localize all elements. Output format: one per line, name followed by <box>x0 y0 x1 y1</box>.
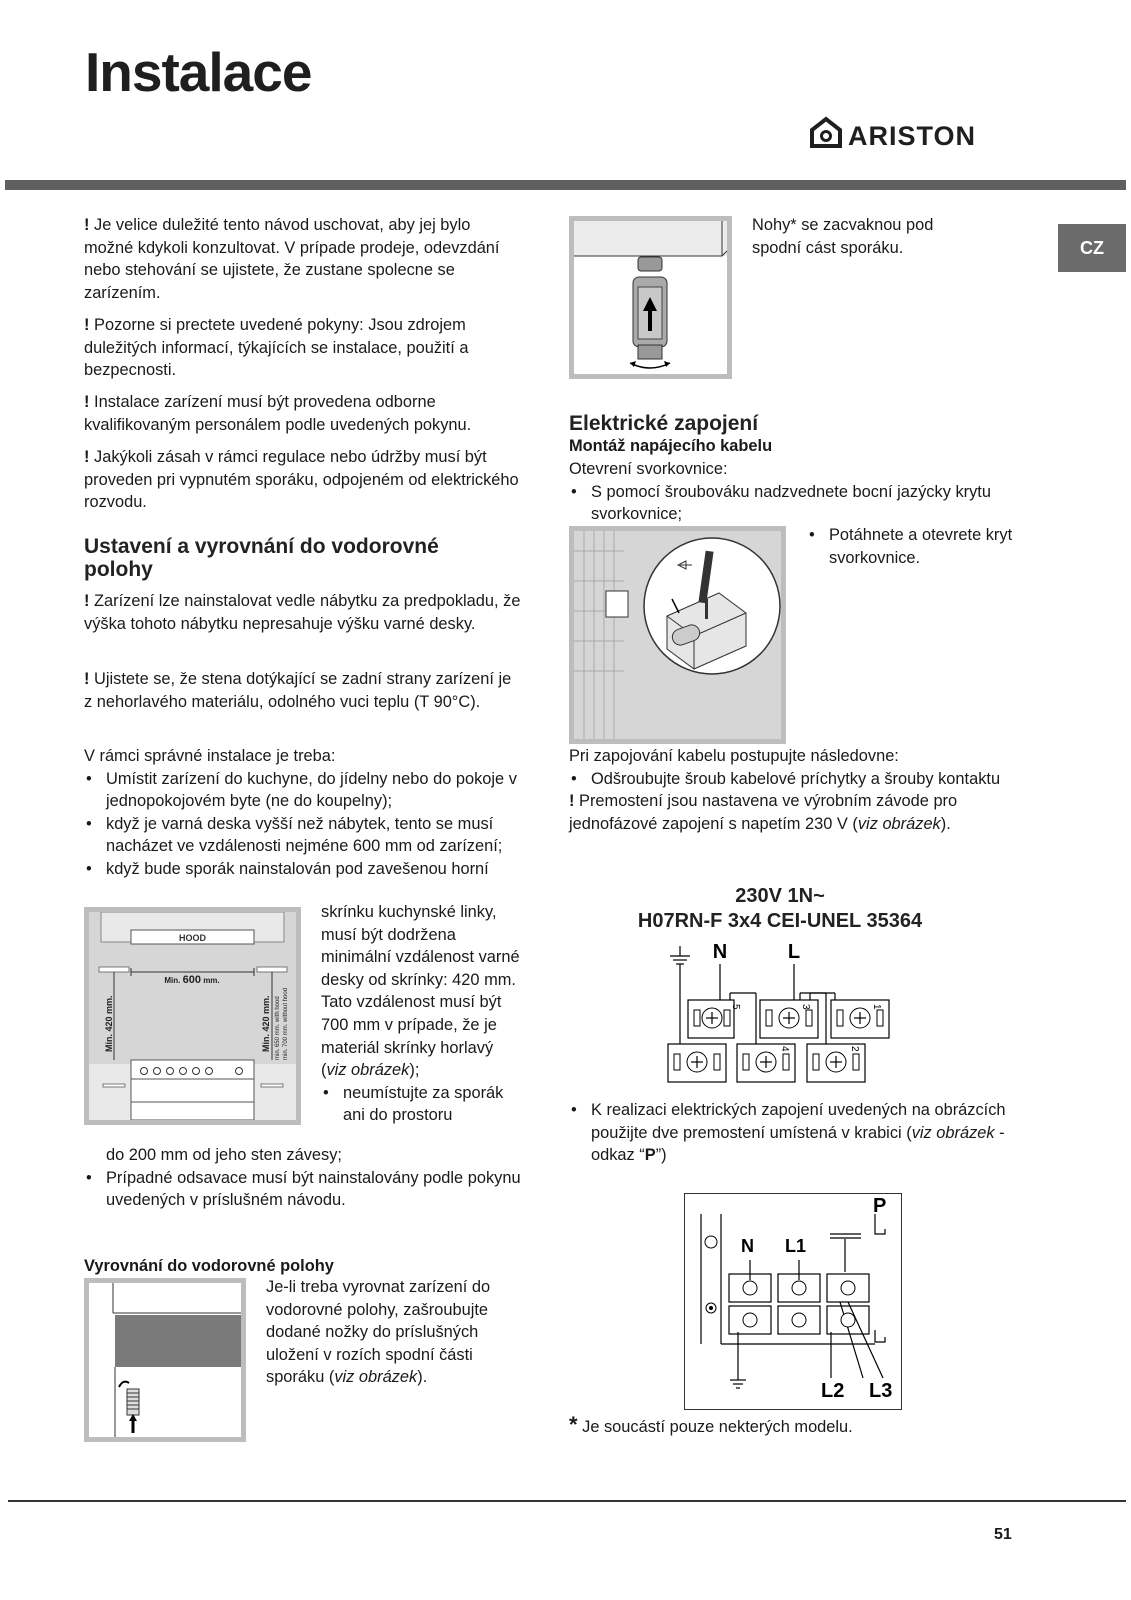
list-item: • Potáhnete a otevrete kryt svorkovnice. <box>807 524 1017 569</box>
min-420-left: Min. 420 mm. <box>104 995 114 1052</box>
three-phase-wiring-diagram <box>684 1193 902 1410</box>
hood-clearance-figure <box>84 907 301 1125</box>
terminal-L-label: L <box>787 941 801 963</box>
list-item: • Odšroubujte šroub kabelové príchytky a šrouby kontaktu <box>569 768 1014 791</box>
cable-voltage: 230V 1N~ <box>735 885 825 907</box>
bridge-P-label: P <box>873 1195 887 1217</box>
terminal-N2-label: N <box>741 1236 754 1256</box>
svg-text:3: 3 <box>800 1004 811 1010</box>
list-item: • S pomocí šroubováku nadzvednete bocní jazýcky krytu svorkovnice; <box>569 481 1009 526</box>
bridges-text <box>569 1099 1009 1167</box>
cover-open-text <box>807 524 1017 569</box>
paragraph-qualified-installation: ! Instalace zarízení musí být provedena odborne kvalifikovaným personálem podle uvedených pokynu. <box>84 393 472 434</box>
hood-label: HOOD <box>179 933 206 943</box>
terminal-L3-label: L3 <box>869 1380 893 1402</box>
single-phase-wiring-diagram <box>660 938 900 1088</box>
paragraph-maintenance: ! Jakýkoli zásah v rámci regulace nebo údržby musí být proveden pri vypnutém sporáku, odpojeném od elektrického rozvodu. <box>84 448 519 512</box>
language-tab: CZ <box>1058 224 1126 272</box>
paragraph-keep-manual: ! Je velice duležité tento návod uschovat, aby jej bylo možné kdykoli konzultovat. V prípade prodeje, odevzdání nebo stehování se ujistete, že zustane spolecne se zarízením. <box>84 216 500 302</box>
heading-elektricke: Elektrické zapojení <box>569 412 759 435</box>
hood-distance-text: skrínku kuchynské linky, musí být dodržena minimální vzdálenost varné desky od skrínky: 420 mm. Tato vzdálenost musí být 700 mm v prípade, že je materiál skrínky horlavý (viz obrázek); • neumístujte za sporák ani do prostoru <box>321 901 521 1127</box>
list-item: • Prípadné odsavace musí být nainstalovány podle pokynu uvedených v príslušném návodu. <box>84 1167 529 1212</box>
min-700-label: min. 700 mm. without hood <box>283 987 289 1060</box>
installation-list <box>84 745 529 881</box>
feet-text: Nohy* se zacvaknou pod spodní cást sporáku. <box>752 216 934 257</box>
list-item: • když bude sporák nainstalován pod zavešenou horní <box>84 858 529 881</box>
cable-type: H07RN-F 3x4 CEI-UNEL 35364 <box>637 910 923 932</box>
list-intro: V rámci správné instalace je treba: <box>84 747 336 765</box>
heading-montaz: Montáž napájecího kabelu <box>569 437 773 455</box>
opening-steps: Otevrení svorkovnice: • S pomocí šroubováku nadzvednete bocní jazýcky krytu svorkovnice; <box>569 458 1009 526</box>
heading-vyrovnani: Vyrovnání do vodorovné polohy <box>84 1257 334 1275</box>
page-title: Instalace <box>85 41 312 103</box>
svg-text:5: 5 <box>730 1004 741 1010</box>
terminal-L2-label: L2 <box>821 1380 845 1402</box>
page-number: 51 <box>994 1526 1012 1543</box>
terminal-L1-label: L1 <box>785 1236 807 1256</box>
list-item: • Umístit zarízení do kuchyne, do jídelny nebo do pokoje v jednopokojovém byte (ne do koupelny); <box>84 768 529 813</box>
levelling-text: Je-li treba vyrovnat zarízení do vodorovné polohy, zašroubujte dodané nožky do príslušných uložení v rozích spodní části sporáku (viz obrázek). <box>266 1278 491 1387</box>
list-item: • neumístujte za sporák ani do prostoru <box>321 1082 521 1127</box>
terminal-cover-figure <box>569 526 786 744</box>
svg-text:2: 2 <box>849 1046 860 1052</box>
footer-divider <box>8 1500 1126 1502</box>
ariston-logo <box>808 116 1028 156</box>
svg-text:Min. 600 mm.: Min. 600 mm. <box>164 974 220 986</box>
installation-list-end: do 200 mm od jeho sten závesy; • Prípadné odsavace musí být nainstalovány podle pokynu uvedených v príslušném návodu. <box>84 1144 529 1212</box>
svg-text:1: 1 <box>871 1004 882 1010</box>
brand-name: ARISTON <box>848 121 977 151</box>
heading-ustaveni: Ustavení a vyrovnání do vodorovné polohy <box>84 535 439 581</box>
svg-text:4: 4 <box>779 1046 790 1052</box>
wiring-steps: Pri zapojování kabelu postupujte následovne: • Odšroubujte šroub kabelové príchytky a šrouby kontaktu ! Premostení jsou nastavena ve výrobním závode pro jednofázové zapojení s napetím 230 V (viz obrázek). <box>569 745 1014 835</box>
min-420-right: Min. 420 mm. <box>261 995 271 1052</box>
header-divider <box>5 180 1126 190</box>
feet-clip-figure <box>569 216 732 379</box>
paragraph-read-instructions: ! Pozorne si prectete uvedené pokyny: Jsou zdrojem duležitých informací, týkajících se instalace, použití a bezpecnosti. <box>84 316 469 380</box>
footnote: * Je soucástí pouze nekterých modelu. <box>569 1412 853 1437</box>
levelling-foot-figure <box>84 1278 246 1442</box>
min-650-label: min. 650 mm. with hood <box>275 996 281 1060</box>
list-item: • když je varná deska vyšší než nábytek, tento se musí nacházet ve vzdálenosti nejméne 600 mm od zarízení; <box>84 813 529 858</box>
terminal-N-label: N <box>712 941 728 963</box>
list-item: • K realizaci elektrických zapojení uvedených na obrázcích použijte dve premostení umístená v krabici (viz obrázek - odkaz “P”) <box>569 1099 1009 1167</box>
paragraph-furniture: ! Zarízení lze nainstalovat vedle nábytku za predpokladu, že výška tohoto nábytku nepresahuje výšku varné desky. <box>84 592 521 633</box>
paragraph-wall-material: ! Ujistete se, že stena dotýkající se zadní strany zarízení je z nehorlavého materiálu, odolného vuci teplu (T 90°C). <box>84 670 512 711</box>
